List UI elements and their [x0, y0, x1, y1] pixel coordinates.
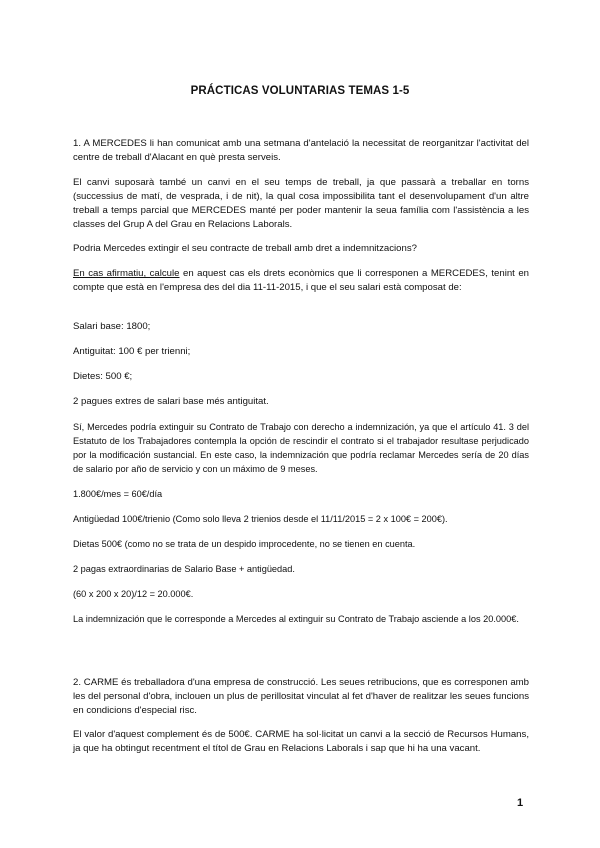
- extra-pay-line: 2 pagues extres de salari base més antiguitat.: [73, 396, 269, 407]
- calc-rest: en aquest cas els drets econòmics que li corresponen a MERCEDES, tenint en compte que està en l'empresa des del dia 11-11-2015, i que el seu salari està composat de:: [73, 268, 529, 293]
- page-number: 1: [517, 797, 524, 809]
- allowances-line: Dietes: 500 €;: [73, 371, 133, 382]
- document-title: PRÁCTICAS VOLUNTARIAS TEMAS 1-5: [190, 85, 410, 97]
- extras-calc-line: 2 pagas extraordinarias de Salario Base + antigüedad.: [73, 564, 295, 574]
- q1-change-paragraph: El canvi suposarà també un canvi en el seu temps de treball, ja que passarà a treballar en torns (successius de matí, de vesprada, i de nit), la qual cosa impossibilita tant el desenvolupament d'un altre treball a temps parcial que MERCEDES manté per poder mantenir la seua família com l'assistència a les classes del Grup A del Grau en Relacions Laborals.: [73, 177, 529, 230]
- antiquity-calc-line: Antigüedad 100€/trienio (Como solo lleva 2 trienios desde el 11/11/2015 = 2 x 100€ = 200€).: [73, 514, 448, 524]
- daily-salary-line: 1.800€/mes = 60€/día: [73, 489, 163, 499]
- q2-intro: 2. CARME és treballadora d'una empresa de construcció. Les seues retribucions, que es corresponen amb les del personal d'obra, inclouen un plus de perillositat vinculat al fet d'haver de realitzar les seues funcions en condicions d'especial risc.: [73, 677, 529, 716]
- q2-value-paragraph: El valor d'aquest complement és de 500€. CARME ha sol·licitat un canvi a la secció de Recursos Humans, ja que ha obtingut recentment el títol de Grau en Relacions Laborals i sap que hi ha una vacant.: [73, 729, 529, 754]
- diets-calc-line: Dietas 500€ (como no se trata de un despido improcedente, no se tienen en cuenta.: [73, 539, 416, 549]
- formula-line: (60 x 200 x 20)/12 = 20.000€.: [73, 589, 194, 599]
- q1-question: Podria Mercedes extingir el seu contracte de treball amb dret a indemnitzacions?: [73, 243, 417, 254]
- calc-lead-underlined: En cas afirmatiu, calcule: [73, 268, 180, 279]
- q1-calc-request: [73, 267, 529, 295]
- q1-intro: 1. A MERCEDES li han comunicat amb una setmana d'antelació la necessitat de reorganitzar l'activitat del centre de treball d'Alacant en què presta serveis.: [73, 138, 529, 163]
- q1-conclusion: La indemnización que le corresponde a Mercedes al extinguir su Contrato de Trabajo asciende a los 20.000€.: [73, 614, 519, 624]
- salary-base-line: Salari base: 1800;: [73, 321, 151, 332]
- seniority-line: Antiguitat: 100 € per trienni;: [73, 346, 191, 357]
- q1-answer: Sí, Mercedes podría extinguir su Contrato de Trabajo con derecho a indemnización, ya que el artículo 41. 3 del Estatuto de los Trabajadores contempla la opción de rescindir el contrato si el trabajador resultase perjudicado por la modificación sustancial. En este caso, la indemnización que podría reclamar Mercedes sería de 20 días de salario por año de servicio y con un máximo de 9 meses.: [73, 422, 529, 474]
